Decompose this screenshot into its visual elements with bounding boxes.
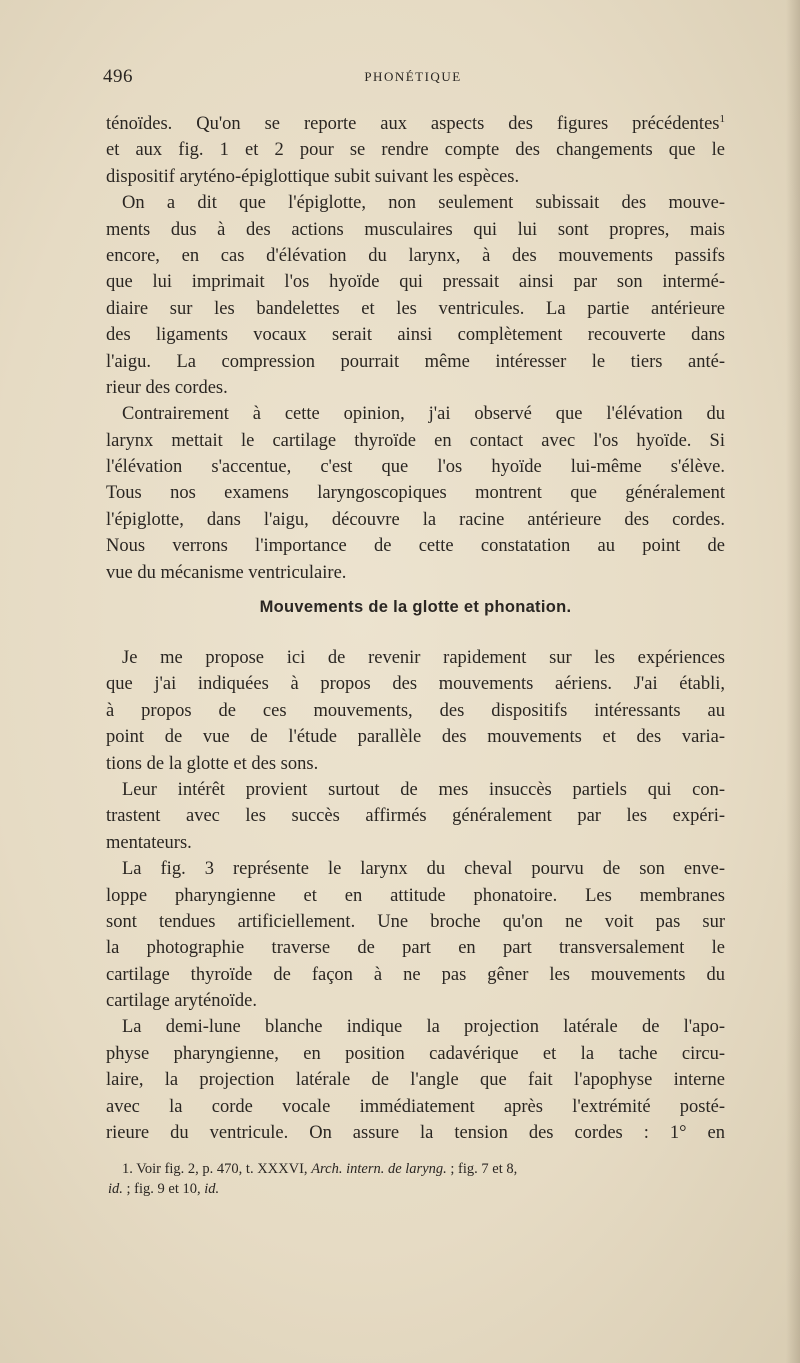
text-line: que lui imprimait l'os hyoïde qui pressait ainsi par son intermé- xyxy=(106,272,725,293)
footnotes xyxy=(108,1159,725,1199)
text-line: Tous nos examens laryngoscopiques montrent que généralement xyxy=(106,483,725,504)
running-title: PHONÉTIQUE xyxy=(364,69,462,84)
text-line: Contrairement à cette opinion, j'ai observé que l'élévation du xyxy=(122,404,725,425)
text-line: avec la corde vocale immédiatement après l'extrémité posté- xyxy=(106,1096,725,1117)
text-line: des ligaments vocaux serait ainsi complètement recouverte dans xyxy=(106,325,725,346)
text-line: trastent avec les succès affirmés généralement par les expéri- xyxy=(106,806,725,827)
text-line: On a dit que l'épiglotte, non seulement subissait des mouve- xyxy=(122,193,725,214)
text-line: physe pharyngienne, en position cadavérique et la tache circu- xyxy=(106,1043,725,1064)
text-line: à propos de ces mouvements, des dispositifs intéressants au xyxy=(106,700,725,721)
text-line: larynx mettait le cartilage thyroïde en contact avec l'os hyoïde. Si xyxy=(106,430,725,451)
text-line: sont tendues artificiellement. Une broche qu'on ne voit pas sur xyxy=(106,911,725,932)
text-line: Je me propose ici de revenir rapidement sur les expériences xyxy=(122,648,725,668)
page-number: 496 xyxy=(103,66,133,87)
text-line: ténoïdes. Qu'on se reporte aux aspects des figures précédentes$^1$ xyxy=(106,113,725,134)
footnote-marker: 1 xyxy=(719,113,725,125)
footnote-line: 1. Voir fig. 2, p. 470, t. XXXVI, Arch. intern. de laryng. ; fig. 7 et 8, xyxy=(122,1161,518,1177)
body-text-section-2 xyxy=(106,645,725,1146)
text-line: et aux fig. 1 et 2 pour se rendre compte des changements que le xyxy=(106,140,725,161)
text-line: diaire sur les bandelettes et les ventricules. La partie antérieure xyxy=(106,298,725,319)
text-line: laire, la projection latérale de l'angle que fait l'apophyse interne xyxy=(106,1070,725,1091)
text-line: l'aigu. La compression pourrait même intéresser le tiers anté- xyxy=(106,351,725,372)
text-line: la photographie traverse de part en part transversalement le xyxy=(106,938,725,959)
text-line: ments dus à des actions musculaires qui lui sont propres, mais xyxy=(106,219,725,240)
text-line: rieur des cordes. xyxy=(106,377,228,398)
text-line: que j'ai indiquées à propos des mouvements aériens. J'ai établi, xyxy=(106,674,725,695)
text-line: vue du mécanisme ventriculaire. xyxy=(106,562,347,583)
text-line: loppe pharyngienne et en attitude phonatoire. Les membranes xyxy=(106,885,725,906)
text-line: l'élévation s'accentue, c'est que l'os hyoïde lui-même s'élève. xyxy=(106,457,725,478)
text-line: point de vue de l'étude parallèle des mouvements et des varia- xyxy=(106,727,725,748)
text-line: rieure du ventricule. On assure la tension des cordes : 1° en xyxy=(106,1123,725,1144)
text-line: Nous verrons l'importance de cette constatation au point de xyxy=(106,536,725,557)
text-line: cartilage thyroïde de façon à ne pas gêner les mouvements du xyxy=(106,964,725,985)
section-heading: Mouvements de la glotte et phonation. xyxy=(259,598,572,616)
text-line: l'épiglotte, dans l'aigu, découvre la racine antérieure des cordes. xyxy=(106,509,725,530)
text-line: tions de la glotte et des sons. xyxy=(106,753,319,774)
text-line: cartilage aryténoïde. xyxy=(106,991,257,1012)
footnote-line: id. ; fig. 9 et 10, id. xyxy=(108,1181,220,1197)
text-line: encore, en cas d'élévation du larynx, à des mouvements passifs xyxy=(106,245,725,266)
text-line: mentateurs. xyxy=(106,832,192,853)
text-line: dispositif aryténo-épiglottique subit suivant les espèces. xyxy=(106,166,520,187)
journal-title: Arch. intern. de laryng. xyxy=(311,1161,447,1177)
text-line: La fig. 3 représente le larynx du cheval pourvu de son enve- xyxy=(122,859,725,880)
text-line: Leur intérêt provient surtout de mes insuccès partiels qui con- xyxy=(122,779,725,800)
page-edge-shadow xyxy=(786,0,800,1363)
body-text-section-1 xyxy=(106,111,725,586)
text-line: La demi-lune blanche indique la projection latérale de l'apo- xyxy=(122,1017,725,1038)
page-header xyxy=(103,66,723,88)
